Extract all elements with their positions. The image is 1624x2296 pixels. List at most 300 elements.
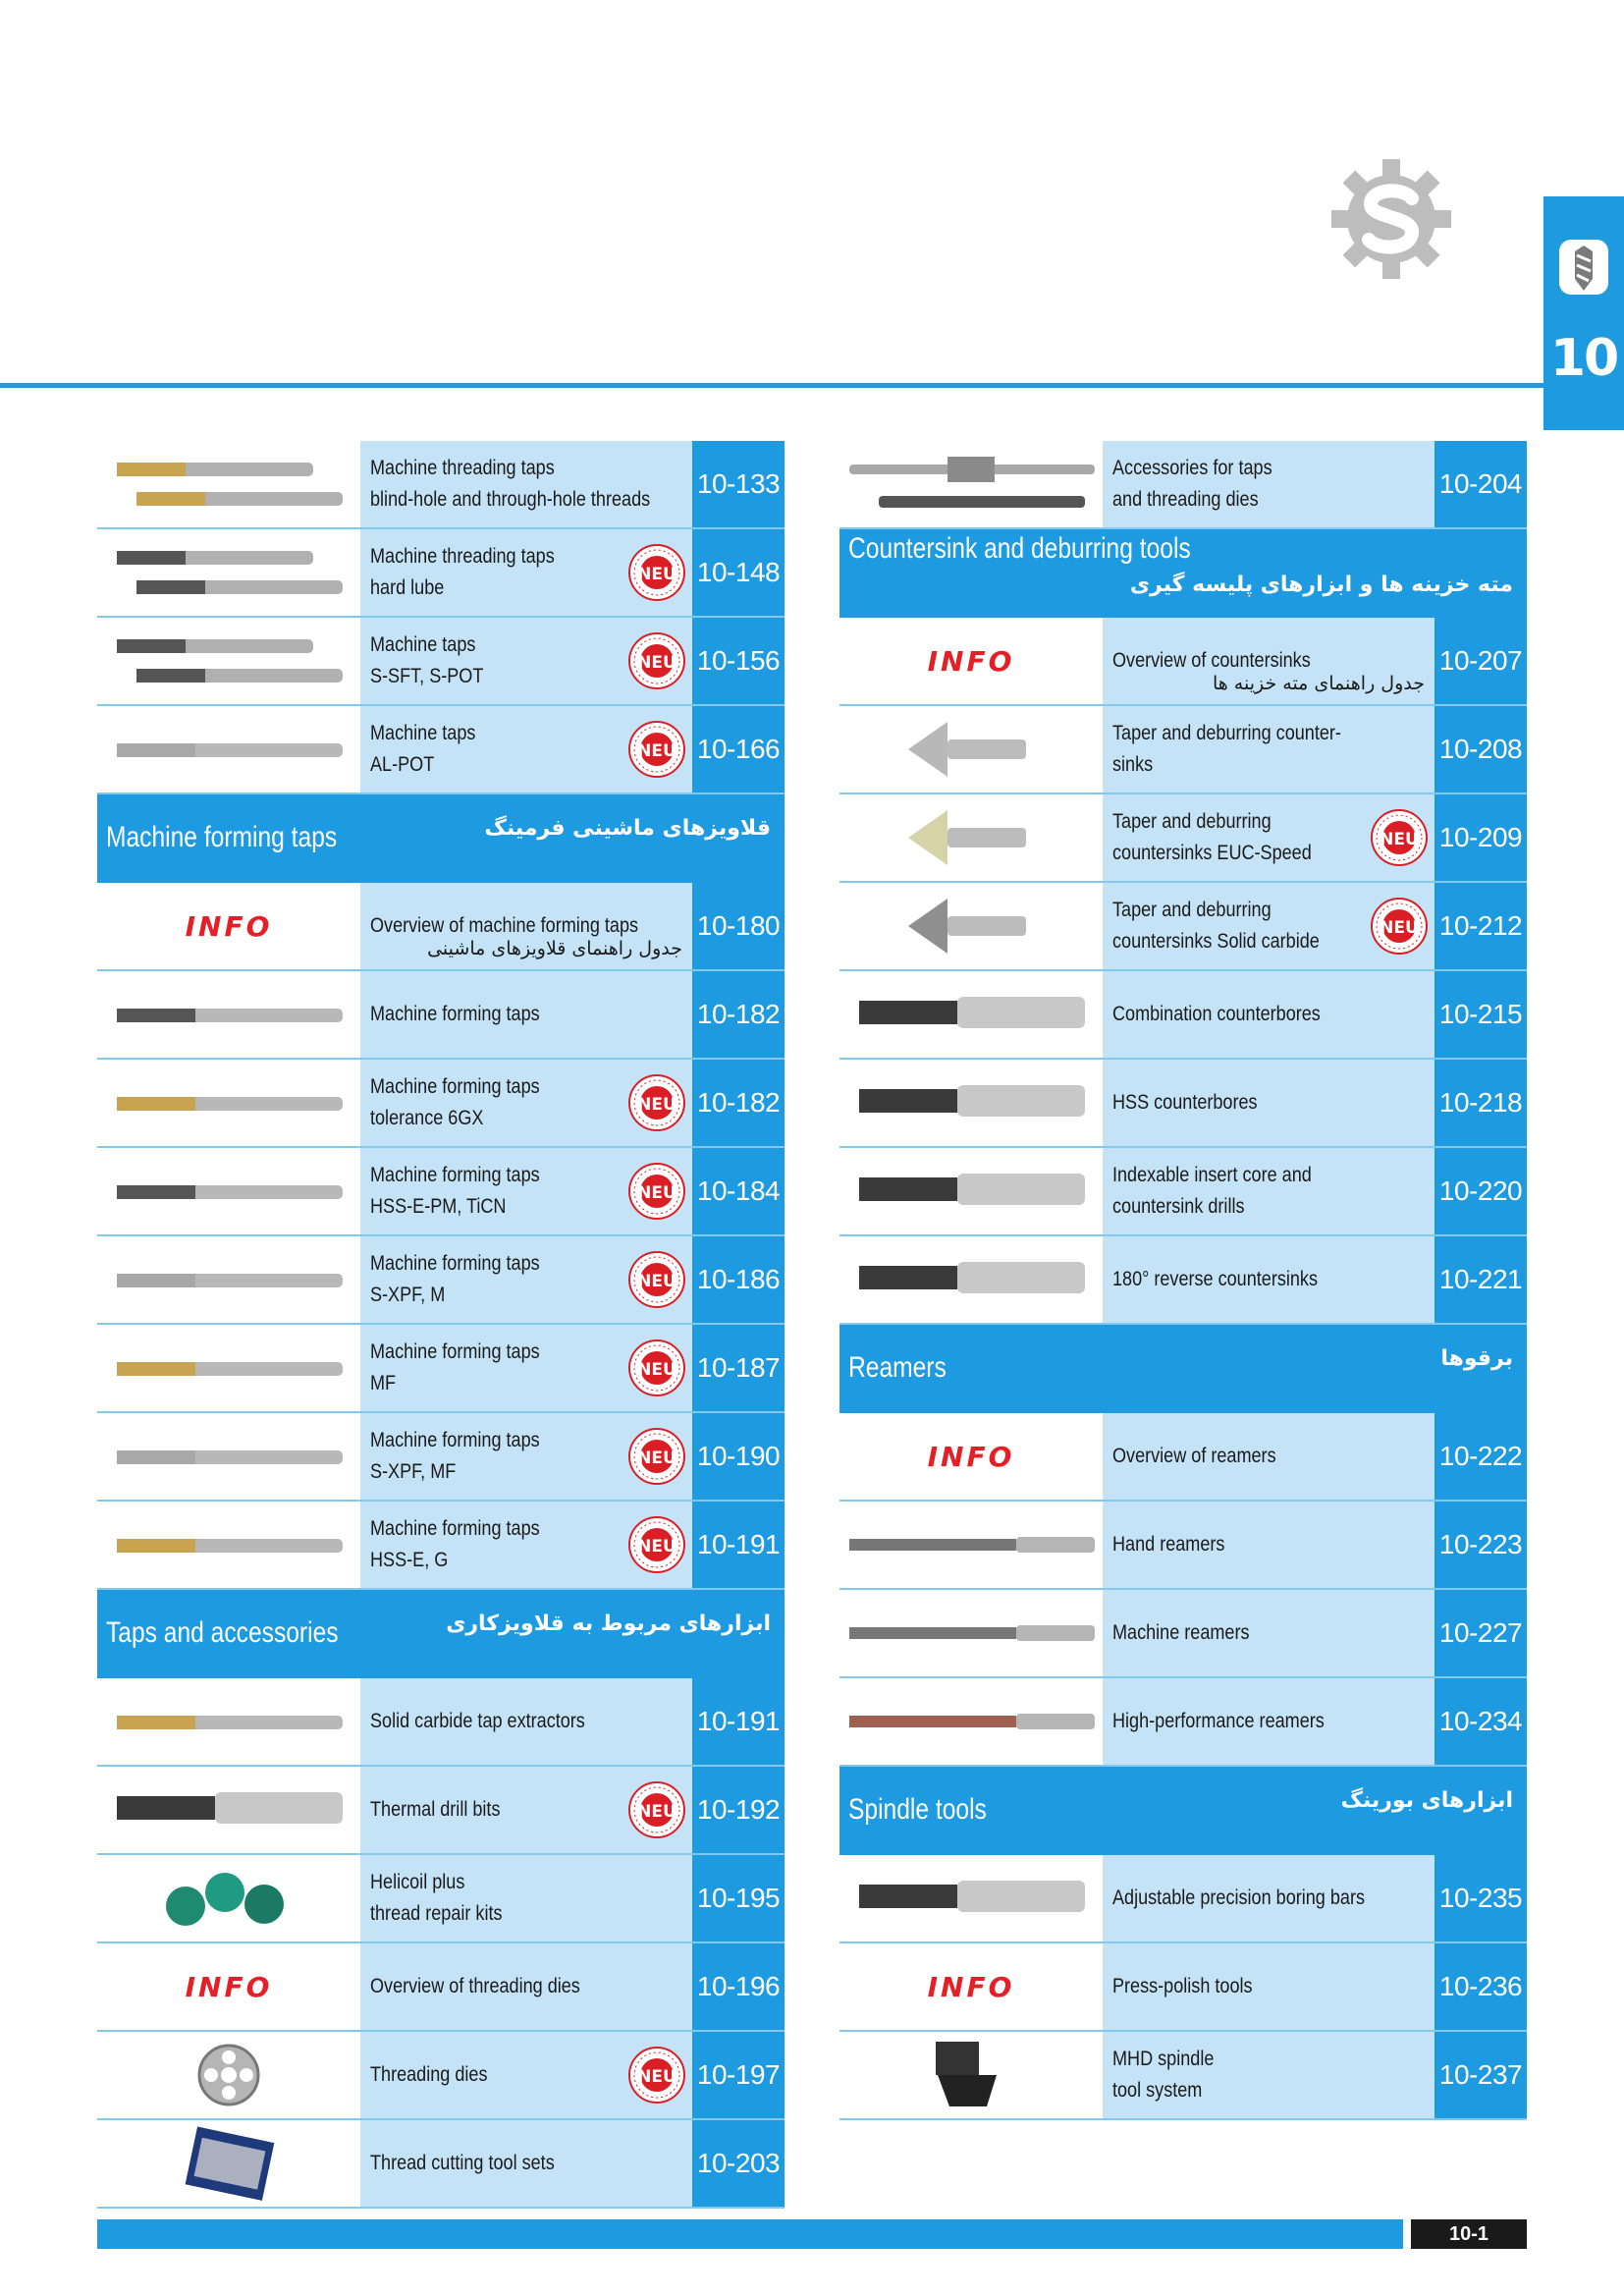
forming-tap-tin-icon — [97, 1502, 360, 1588]
row-title: Taper and deburring — [1112, 810, 1272, 833]
section-title-persian: قلاویزهای ماشینی فرمینگ — [484, 816, 771, 841]
chapter-tab[interactable] — [1543, 196, 1624, 430]
row-thumbnail — [97, 2120, 360, 2207]
row-page-ref[interactable]: 10-237 — [1435, 2032, 1527, 2118]
row-page-ref[interactable]: 10-148 — [692, 529, 785, 616]
row-description — [1103, 1148, 1435, 1234]
catalog-row[interactable] — [839, 1590, 1527, 1678]
section-header — [839, 1767, 1527, 1855]
row-thumbnail — [839, 1148, 1103, 1234]
mhd-spindle-icon — [839, 2032, 1103, 2118]
hss-counterbore-icon — [839, 1060, 1103, 1146]
svg-text:NEU: NEU — [637, 1360, 677, 1380]
section-title-persian: برقوها — [1440, 1346, 1513, 1371]
row-persian-text: جدول راهنمای قلاویزهای ماشینی — [427, 938, 682, 959]
row-text — [370, 971, 572, 1058]
row-description — [360, 2032, 692, 2118]
row-description — [1103, 1943, 1435, 2030]
catalog-row[interactable] — [97, 1502, 785, 1590]
row-thumbnail — [97, 441, 360, 527]
row-description — [360, 1678, 692, 1765]
svg-text:NEU: NEU — [637, 1183, 677, 1203]
row-subtitle: HSS-E-PM, TiCN — [370, 1195, 507, 1218]
row-title: Overview of countersinks — [1112, 649, 1311, 672]
row-title: Accessories for taps — [1112, 457, 1272, 479]
section-title: Taps and accessories — [106, 1616, 339, 1649]
row-subtitle: S-XPF, MF — [370, 1460, 457, 1483]
row-subtitle: countersink drills — [1112, 1195, 1245, 1218]
row-page-ref[interactable]: 10-192 — [692, 1767, 785, 1853]
row-thumbnail — [839, 1855, 1103, 1941]
row-title: Thermal drill bits — [370, 1798, 501, 1821]
row-description — [360, 1236, 692, 1323]
page-number: 10-1 — [1411, 2219, 1527, 2249]
catalog-row[interactable] — [97, 1413, 785, 1502]
new-badge-icon — [627, 1780, 686, 1839]
row-description — [360, 441, 692, 527]
row-title: 180° reverse countersinks — [1112, 1268, 1319, 1290]
catalog-row[interactable] — [97, 1678, 785, 1767]
row-text — [1112, 706, 1341, 793]
row-description — [360, 883, 692, 969]
tap-silver-icon — [97, 706, 360, 793]
row-thumbnail — [97, 706, 360, 793]
row-page-ref[interactable]: 10-187 — [692, 1325, 785, 1411]
row-text — [370, 1502, 572, 1588]
row-title: Machine forming taps — [370, 1075, 540, 1098]
row-text — [1112, 1855, 1366, 1941]
catalog-row[interactable] — [97, 1236, 785, 1325]
catalog-row[interactable] — [97, 441, 785, 529]
row-description — [1103, 1060, 1435, 1146]
row-description — [360, 2120, 692, 2207]
row-page-ref[interactable]: 10-221 — [1435, 1236, 1527, 1323]
catalog-row[interactable] — [97, 618, 785, 706]
section-title-persian: ابزارهای مربوط به قلاویزکاری — [446, 1612, 771, 1636]
reverse-countersink-icon — [839, 1236, 1103, 1323]
forming-tap-dark-icon — [97, 971, 360, 1058]
svg-text:NEU: NEU — [637, 653, 677, 673]
row-page-ref[interactable]: 10-234 — [1435, 1678, 1527, 1765]
row-thumbnail — [97, 1148, 360, 1234]
row-thumbnail — [97, 1943, 360, 2030]
row-text — [1112, 1148, 1315, 1234]
forming-tap-black-icon — [97, 1148, 360, 1234]
new-badge-icon — [1370, 897, 1429, 956]
row-title: Machine forming taps — [370, 1003, 540, 1025]
row-thumbnail — [839, 883, 1103, 969]
row-title: Indexable insert core and — [1112, 1164, 1312, 1186]
row-text — [370, 1236, 572, 1323]
svg-text:NEU: NEU — [637, 1449, 677, 1468]
row-thumbnail — [839, 1943, 1103, 2030]
row-text — [370, 618, 572, 704]
svg-text:NEU: NEU — [1380, 830, 1419, 849]
section-title: Countersink and deburring tools — [848, 532, 1191, 565]
row-persian-text: جدول راهنمای مته خزینه ها — [1212, 673, 1425, 694]
tap-pair-gold-icon — [97, 441, 360, 527]
threading-die-icon — [97, 2032, 360, 2118]
section-title: Reamers — [848, 1351, 947, 1384]
row-text — [370, 706, 572, 793]
row-thumbnail — [97, 1678, 360, 1765]
catalog-row[interactable] — [839, 1060, 1527, 1148]
row-page-ref[interactable]: 10-215 — [1435, 971, 1527, 1058]
svg-text:NEU: NEU — [637, 1537, 677, 1557]
catalog-row[interactable] — [839, 706, 1527, 794]
row-thumbnail — [839, 706, 1103, 793]
info-label: INFO — [185, 1970, 273, 2003]
brand-gear-icon — [1327, 155, 1455, 283]
catalog-row[interactable] — [839, 618, 1527, 706]
row-title: Hand reamers — [1112, 1533, 1225, 1556]
catalog-row[interactable] — [839, 883, 1527, 971]
row-page-ref[interactable]: 10-204 — [1435, 441, 1527, 527]
row-text — [1112, 1590, 1315, 1676]
row-title: Threading dies — [370, 2063, 488, 2086]
catalog-row[interactable] — [839, 1148, 1527, 1236]
row-title: Solid carbide tap extractors — [370, 1710, 585, 1732]
row-page-ref[interactable]: 10-207 — [1435, 618, 1527, 704]
row-page-ref[interactable]: 10-180 — [692, 883, 785, 969]
row-page-ref[interactable]: 10-227 — [1435, 1590, 1527, 1676]
row-text — [370, 441, 651, 527]
row-description — [360, 1502, 692, 1588]
row-description — [1103, 1590, 1435, 1676]
catalog-row[interactable] — [839, 1502, 1527, 1590]
catalog-row[interactable] — [97, 2120, 785, 2209]
row-title: HSS counterbores — [1112, 1091, 1258, 1114]
row-page-ref[interactable]: 10-184 — [692, 1148, 785, 1234]
catalog-row[interactable] — [97, 1325, 785, 1413]
catalog-row[interactable] — [97, 883, 785, 971]
row-title: Machine forming taps — [370, 1517, 540, 1540]
drill-icon — [1559, 240, 1608, 295]
row-thumbnail — [97, 883, 360, 969]
row-separator — [97, 2207, 785, 2209]
row-thumbnail — [839, 2032, 1103, 2118]
row-text — [1112, 883, 1320, 969]
thermal-drill-icon — [97, 1767, 360, 1853]
row-page-ref[interactable]: 10-218 — [1435, 1060, 1527, 1146]
info-label: INFO — [927, 1440, 1015, 1473]
row-text — [1112, 2032, 1315, 2118]
hand-reamer-icon — [839, 1502, 1103, 1588]
new-badge-icon — [627, 1162, 686, 1221]
row-description — [360, 618, 692, 704]
chapter-number: 10 — [1549, 329, 1618, 388]
row-description — [1103, 794, 1435, 881]
row-description — [360, 1767, 692, 1853]
svg-text:NEU: NEU — [637, 565, 677, 584]
machine-reamer-icon — [839, 1590, 1103, 1676]
row-thumbnail — [839, 1678, 1103, 1765]
row-description — [1103, 618, 1435, 704]
forming-tap-gold-icon — [97, 1060, 360, 1146]
row-title: Machine taps — [370, 633, 476, 656]
row-page-ref[interactable]: 10-223 — [1435, 1502, 1527, 1588]
row-title: Machine threading taps — [370, 545, 555, 568]
tool-set-case-icon — [97, 2120, 360, 2207]
row-page-ref[interactable]: 10-235 — [1435, 1855, 1527, 1941]
row-title: Machine taps — [370, 722, 476, 744]
row-subtitle: countersinks EUC-Speed — [1112, 842, 1312, 864]
row-thumbnail — [97, 1502, 360, 1588]
catalog-row[interactable] — [97, 1855, 785, 1943]
row-description — [360, 1060, 692, 1146]
row-thumbnail — [97, 1767, 360, 1853]
row-title: Taper and deburring counter- — [1112, 722, 1341, 744]
new-badge-icon — [627, 1339, 686, 1397]
row-page-ref[interactable]: 10-191 — [692, 1678, 785, 1765]
row-thumbnail — [97, 1855, 360, 1941]
catalog-row[interactable] — [97, 1060, 785, 1148]
catalog-row[interactable] — [97, 971, 785, 1060]
row-page-ref[interactable]: 10-156 — [692, 618, 785, 704]
row-thumbnail — [97, 1060, 360, 1146]
row-page-ref[interactable]: 10-195 — [692, 1855, 785, 1941]
catalog-row[interactable] — [97, 706, 785, 794]
row-thumbnail — [839, 1590, 1103, 1676]
row-title: Machine forming taps — [370, 1340, 540, 1363]
row-description — [360, 706, 692, 793]
info-label: INFO — [185, 909, 273, 943]
new-badge-icon — [627, 1073, 686, 1132]
row-thumbnail — [839, 618, 1103, 704]
row-page-ref[interactable]: 10-220 — [1435, 1148, 1527, 1234]
row-page-ref[interactable]: 10-203 — [692, 2120, 785, 2207]
row-description — [360, 529, 692, 616]
tap-pair-spiral-icon — [97, 529, 360, 616]
row-title: Press-polish tools — [1112, 1975, 1253, 1997]
hp-reamer-icon — [839, 1678, 1103, 1765]
row-title: Combination counterbores — [1112, 1003, 1321, 1025]
catalog-row[interactable] — [839, 1236, 1527, 1325]
catalog-row[interactable] — [97, 1943, 785, 2032]
row-thumbnail — [839, 971, 1103, 1058]
row-title: Machine reamers — [1112, 1621, 1250, 1644]
row-description — [360, 1325, 692, 1411]
row-page-ref[interactable]: 10-191 — [692, 1502, 785, 1588]
row-thumbnail — [839, 794, 1103, 881]
catalog-row[interactable] — [839, 1943, 1527, 2032]
row-description — [1103, 706, 1435, 793]
row-text — [1112, 1236, 1319, 1323]
row-text — [370, 1855, 572, 1941]
row-thumbnail — [839, 1502, 1103, 1588]
row-text — [370, 1413, 572, 1500]
row-subtitle: HSS-E, G — [370, 1549, 449, 1571]
row-subtitle: S-SFT, S-POT — [370, 665, 484, 687]
row-text — [1112, 1413, 1315, 1500]
svg-text:NEU: NEU — [637, 2067, 677, 2087]
row-subtitle: tolerance 6GX — [370, 1107, 484, 1129]
catalog-row[interactable] — [839, 1855, 1527, 1943]
footer-bar — [97, 2219, 1403, 2249]
svg-text:NEU: NEU — [637, 741, 677, 761]
row-text — [1112, 1502, 1315, 1588]
row-separator — [839, 2118, 1527, 2120]
row-thumbnail — [97, 529, 360, 616]
row-description — [1103, 1855, 1435, 1941]
catalog-row[interactable] — [97, 529, 785, 618]
row-thumbnail — [839, 1413, 1103, 1500]
new-badge-icon — [627, 1250, 686, 1309]
row-title: Overview of reamers — [1112, 1445, 1276, 1467]
row-subtitle: thread repair kits — [370, 1902, 503, 1925]
row-page-ref[interactable]: 10-196 — [692, 1943, 785, 2030]
catalog-row[interactable] — [97, 2032, 785, 2120]
row-page-ref[interactable]: 10-133 — [692, 441, 785, 527]
row-text — [1112, 794, 1315, 881]
row-text — [370, 1325, 572, 1411]
row-page-ref[interactable]: 10-236 — [1435, 1943, 1527, 2030]
row-thumbnail — [97, 1413, 360, 1500]
new-badge-icon — [627, 631, 686, 690]
row-title: Adjustable precision boring bars — [1112, 1886, 1366, 1909]
row-text — [370, 2032, 572, 2118]
section-header — [97, 1590, 785, 1678]
section-title: Spindle tools — [848, 1793, 987, 1826]
section-title-persian: مته خزینه ها و ابزارهای پلیسه گیری — [1129, 573, 1513, 597]
catalog-row[interactable] — [839, 1678, 1527, 1767]
row-subtitle: S-XPF, M — [370, 1284, 446, 1306]
row-text — [370, 1060, 572, 1146]
section-header — [839, 529, 1527, 618]
row-subtitle: hard lube — [370, 576, 445, 599]
row-subtitle: blind-hole and through-hole threads — [370, 488, 651, 511]
row-thumbnail — [97, 2032, 360, 2118]
tap-pair-dark-icon — [97, 618, 360, 704]
catalog-row[interactable] — [839, 2032, 1527, 2120]
forming-tap-brass-icon — [97, 1325, 360, 1411]
row-page-ref[interactable]: 10-208 — [1435, 706, 1527, 793]
countersink-carbide-icon — [839, 883, 1103, 969]
new-badge-icon — [627, 1427, 686, 1486]
svg-text:NEU: NEU — [637, 1095, 677, 1115]
row-title: Machine threading taps — [370, 457, 555, 479]
row-description — [360, 1148, 692, 1234]
row-page-ref[interactable]: 10-182 — [692, 1060, 785, 1146]
row-subtitle: and threading dies — [1112, 488, 1259, 511]
row-text — [370, 1148, 572, 1234]
row-description — [1103, 883, 1435, 969]
row-text — [1112, 1060, 1315, 1146]
catalog-row[interactable] — [839, 794, 1527, 883]
row-title: Thread cutting tool sets — [370, 2152, 555, 2174]
row-description — [1103, 1678, 1435, 1765]
row-description — [1103, 1413, 1435, 1500]
row-page-ref[interactable]: 10-212 — [1435, 883, 1527, 969]
row-thumbnail — [839, 1060, 1103, 1146]
row-title: Helicoil plus — [370, 1871, 465, 1893]
row-page-ref[interactable]: 10-190 — [692, 1413, 785, 1500]
forming-tap-bright-icon — [97, 1413, 360, 1500]
row-subtitle: AL-POT — [370, 753, 435, 776]
row-title: Overview of threading dies — [370, 1975, 580, 1997]
row-text — [1112, 971, 1321, 1058]
new-badge-icon — [627, 543, 686, 602]
row-text — [370, 2120, 572, 2207]
row-title: Taper and deburring — [1112, 899, 1272, 921]
catalog-row[interactable] — [839, 1413, 1527, 1502]
section-title: Machine forming taps — [106, 821, 338, 853]
row-title: Machine forming taps — [370, 1429, 540, 1451]
row-description — [1103, 1502, 1435, 1588]
row-page-ref[interactable]: 10-166 — [692, 706, 785, 793]
row-page-ref[interactable]: 10-182 — [692, 971, 785, 1058]
row-description — [360, 1413, 692, 1500]
svg-text:NEU: NEU — [637, 1802, 677, 1822]
row-description — [1103, 971, 1435, 1058]
catalog-row[interactable] — [97, 1767, 785, 1855]
section-header — [97, 794, 785, 883]
row-text — [370, 1943, 580, 2030]
row-title: Machine forming taps — [370, 1164, 540, 1186]
section-header — [839, 1325, 1527, 1413]
info-label: INFO — [927, 1970, 1015, 2003]
new-badge-icon — [627, 2046, 686, 2105]
row-subtitle: countersinks Solid carbide — [1112, 930, 1320, 953]
catalog-row[interactable] — [97, 1148, 785, 1236]
countersink-euc-icon — [839, 794, 1103, 881]
row-thumbnail — [97, 1236, 360, 1323]
info-label: INFO — [927, 644, 1015, 678]
row-thumbnail — [97, 1325, 360, 1411]
row-title: Overview of machine forming taps — [370, 914, 639, 937]
new-badge-icon — [627, 1515, 686, 1574]
new-badge-icon — [627, 720, 686, 779]
row-text — [1112, 1678, 1325, 1765]
header-rule — [0, 383, 1543, 388]
row-thumbnail — [97, 618, 360, 704]
row-description — [1103, 2032, 1435, 2118]
row-page-ref[interactable]: 10-222 — [1435, 1413, 1527, 1500]
section-title-persian: ابزارهای بورینگ — [1340, 1788, 1513, 1813]
row-thumbnail — [97, 971, 360, 1058]
forming-tap-silver-icon — [97, 1236, 360, 1323]
combination-counterbore-icon — [839, 971, 1103, 1058]
row-subtitle: tool system — [1112, 2079, 1203, 2102]
row-description — [360, 971, 692, 1058]
helicoil-icon — [97, 1855, 360, 1941]
countersink-icon — [839, 706, 1103, 793]
row-description — [360, 1943, 692, 2030]
row-text — [370, 1767, 572, 1853]
row-page-ref[interactable]: 10-197 — [692, 2032, 785, 2118]
row-subtitle: MF — [370, 1372, 397, 1394]
boring-bar-icon — [839, 1855, 1103, 1941]
row-title: High-performance reamers — [1112, 1710, 1325, 1732]
row-description — [360, 1855, 692, 1941]
svg-text:NEU: NEU — [1380, 918, 1419, 938]
left-column — [97, 441, 785, 2209]
row-subtitle: sinks — [1112, 753, 1154, 776]
row-page-ref[interactable]: 10-209 — [1435, 794, 1527, 881]
insert-drill-icon — [839, 1148, 1103, 1234]
row-text — [1112, 1943, 1315, 2030]
row-title: Machine forming taps — [370, 1252, 540, 1275]
row-thumbnail — [839, 1236, 1103, 1323]
right-column — [839, 441, 1527, 2120]
row-description — [1103, 1236, 1435, 1323]
row-text — [370, 529, 572, 616]
row-page-ref[interactable]: 10-186 — [692, 1236, 785, 1323]
tap-extractor-icon — [97, 1678, 360, 1765]
new-badge-icon — [1370, 808, 1429, 867]
row-text — [370, 1678, 585, 1765]
catalog-row[interactable] — [839, 971, 1527, 1060]
